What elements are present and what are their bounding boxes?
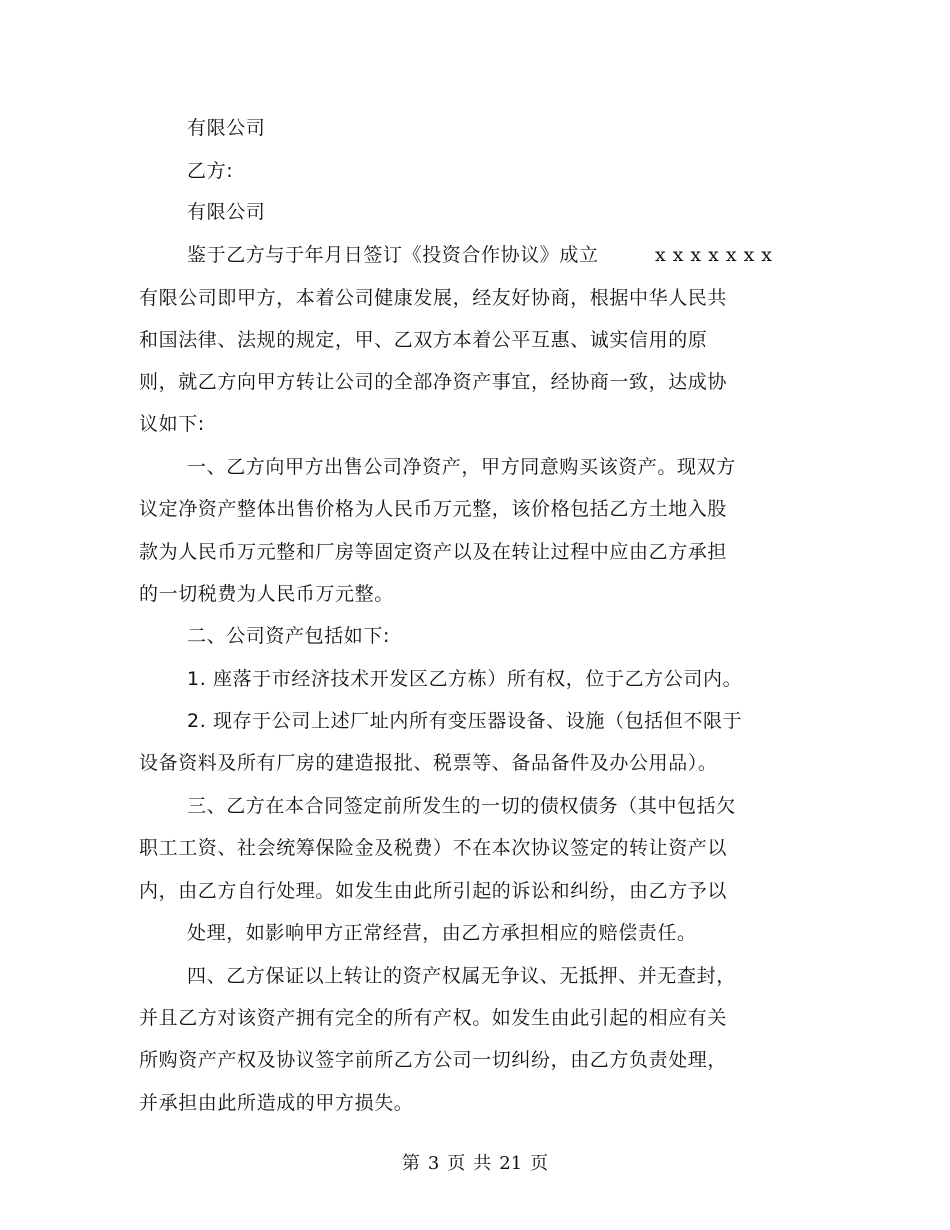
page-footer bbox=[0, 1152, 950, 1176]
text-line-5: 有限公司即甲方，本着公司健康发展，经友好协商，根据中华人民共 bbox=[139, 287, 728, 309]
text-line-18: 职工工资、社会统筹保险金及税费）不在本次协议签定的转让资产以 bbox=[139, 837, 728, 859]
text-line-10: 议定净资产整体出售价格为人民币万元整，该价格包括乙方土地入股 bbox=[139, 498, 728, 520]
text-line-9: 一、乙方向甲方出售公司净资产，甲方同意购买该资产。现双方 bbox=[187, 456, 736, 478]
text-line-3: 有限公司 bbox=[187, 201, 266, 223]
current-page-number: 3 bbox=[427, 1153, 440, 1174]
text-line-6: 和国法律、法规的规定，甲、乙双方本着公平互惠、诚实信用的原 bbox=[139, 329, 708, 351]
text-line-2: 乙方: bbox=[187, 160, 234, 182]
text-line-20: 处理，如影响甲方正常经营，由乙方承担相应的赔偿责任。 bbox=[187, 922, 697, 944]
text-line-7: 则，就乙方向甲方转让公司的全部净资产事宜，经协商一致，达成协 bbox=[139, 371, 728, 393]
text-line-1: 有限公司 bbox=[187, 117, 266, 139]
text-line-15: 2. 现存于公司上述厂址内所有变压器设备、设施（包括但不限于 bbox=[187, 710, 743, 732]
footer-ye: 页 bbox=[447, 1153, 466, 1174]
text-line-24: 并承担由此所造成的甲方损失。 bbox=[139, 1092, 414, 1114]
footer-ye-2: 页 bbox=[530, 1153, 549, 1174]
company-name-placeholder: xxxxxxx bbox=[655, 244, 780, 266]
text-line-22: 并且乙方对该资产拥有完全的所有产权。如发生由此引起的相应有关 bbox=[139, 1007, 728, 1029]
text-line-19: 内，由乙方自行处理。如发生由此所引起的诉讼和纠纷，由乙方予以 bbox=[139, 880, 728, 902]
text-line-14: 1. 座落于市经济技术开发区乙方栋）所有权，位于乙方公司内。 bbox=[187, 668, 743, 690]
text-line-11: 款为人民币万元整和厂房等固定资产以及在转让过程中应由乙方承担 bbox=[139, 541, 728, 563]
footer-di: 第 bbox=[401, 1153, 420, 1174]
text-line-12: 的一切税费为人民币万元整。 bbox=[139, 583, 394, 605]
text-line-8: 议如下: bbox=[139, 413, 205, 435]
text-line-23: 所购资产产权及协议签字前所乙方公司一切纠纷，由乙方负责处理， bbox=[139, 1049, 728, 1071]
text-line-16: 设备资料及所有厂房的建造报批、税票等、备品备件及办公用品）。 bbox=[139, 752, 718, 774]
footer-gong: 共 bbox=[473, 1153, 492, 1174]
total-page-count: 21 bbox=[499, 1153, 523, 1174]
text-line-4: 鉴于乙方与于年月日签订《投资合作协议》成立 bbox=[187, 244, 599, 266]
text-line-13: 二、公司资产包括如下: bbox=[187, 625, 391, 647]
text-line-17: 三、乙方在本合同签定前所发生的一切的债权债务（其中包括欠 bbox=[187, 795, 736, 817]
text-line-21: 四、乙方保证以上转让的资产权属无争议、无抵押、并无查封， bbox=[187, 965, 736, 987]
